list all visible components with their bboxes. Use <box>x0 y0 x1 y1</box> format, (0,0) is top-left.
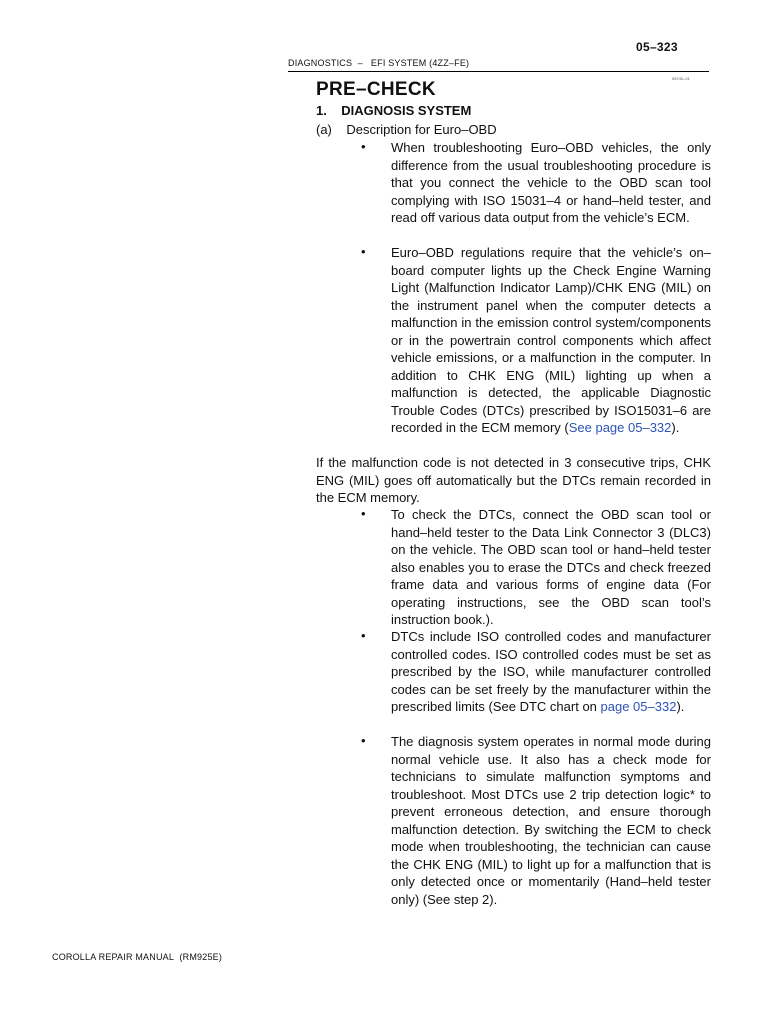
bullet-marker: • <box>361 506 366 521</box>
item-a-heading: (a) Description for Euro–OBD <box>316 122 497 137</box>
paragraph-mil-goes-off: If the malfunction code is not detected in 3 consecutive trips, CHK ENG (MIL) goes off automatically but the DTCs remain recorded in the ECM memory. <box>316 455 711 505</box>
subsection-title: 1. DIAGNOSIS SYSTEM <box>316 103 472 118</box>
bullet-marker: • <box>361 628 366 643</box>
footer: COROLLA REPAIR MANUAL (RM925E) <box>52 952 223 962</box>
bullet-text-end: ). <box>676 699 685 714</box>
bullet-marker: • <box>361 733 366 748</box>
bullet-diagnosis-system-modes: The diagnosis system operates in normal mode during normal vehicle use. It also has a check mode for technicians to simulate malfunction symptoms and troubleshoot. Most DTCs use 2 trip detection logic* to prevent erroneous detection, and ensure thorough malfunction detection. By switching the ECM to check mode when troubleshooting, the technician can cause the CHK ENG (MIL) to light up for a malfunction that is only detected once or momentarily (Hand–held tester only) (See step 2). <box>391 734 711 907</box>
bullet-dtcs-include <box>391 628 711 716</box>
section-title: PRE–CHECK <box>316 79 436 100</box>
page-number: 05–323 <box>636 40 678 54</box>
bullet-euro-obd-troubleshooting: When troubleshooting Euro–OBD vehicles, the only difference from the usual troubleshooting procedure is that you connect the vehicle to the OBD scan tool complying with ISO 15031–4 or hand–held tester, and read off various data output from the vehicle’s ECM. <box>391 140 711 225</box>
reference-code: 05740–01 <box>672 76 690 81</box>
bullet-marker: • <box>361 244 366 259</box>
bullet-euro-obd-regulations <box>391 244 711 437</box>
bullet-check-dtcs: To check the DTCs, connect the OBD scan tool or hand–held tester to the Data Link Connector 3 (DLC3) on the vehicle. The OBD scan tool or hand–held tester also enables you to erase the DTCs and check freezed frame data and various forms of engine data (For operating instructions, see the OBD scan tool’s instruction book.). <box>391 507 711 627</box>
running-header: DIAGNOSTICS – EFI SYSTEM (4ZZ–FE) <box>288 58 470 68</box>
header-divider <box>288 71 709 72</box>
bullet-marker: • <box>361 139 366 154</box>
bullet-text: Euro–OBD regulations require that the vehicle’s on–board computer lights up the Check Engine Warning Light (Malfunction Indicator Lamp)/CHK ENG (MIL) on the instrument panel when the computer detects a malfunction in the emission control system/components or in the powertrain control components which affect vehicle emissions, or a malfunction in the computer. In addition to CHK ENG (MIL) lighting up when a malfunction is detected, the applicable Diagnostic Trouble Codes (DTCs) prescribed by ISO15031–6 are recorded in the ECM memory ( <box>391 245 711 435</box>
page-link[interactable]: See page 05–332 <box>568 420 672 435</box>
bullet-text-end: ). <box>671 420 680 435</box>
bullet-text: DTCs include ISO controlled codes and manufacturer controlled codes. ISO controlled codes must be set as prescribed by the ISO, while manufacturer controlled codes can be set freely by the manufacturer within the prescribed limits (See DTC chart on <box>391 629 711 714</box>
page-link[interactable]: page 05–332 <box>600 699 677 714</box>
